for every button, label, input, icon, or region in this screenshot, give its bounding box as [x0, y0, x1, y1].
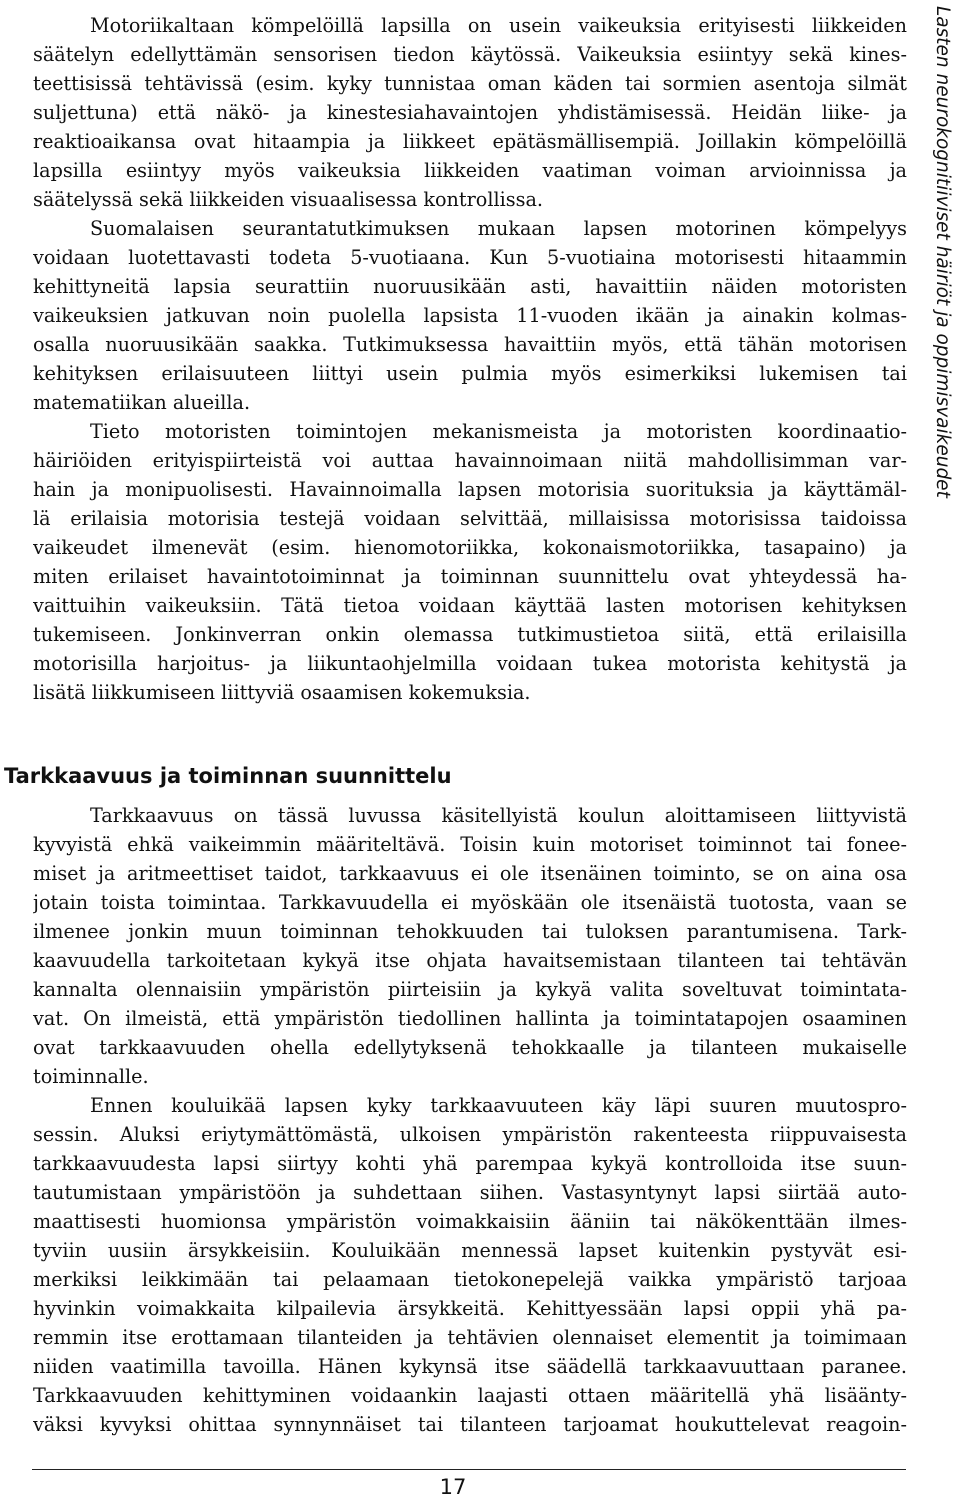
text-line: jotain toista toimintaa. Tarkkavuudella ei myöskään ole itsenäistä tuotosta, vaan se: [33, 891, 907, 914]
text-line: miset ja aritmeettiset taidot, tarkkaavuus ei ole itsenäinen toiminto, se on aina osa: [33, 862, 907, 885]
text-line: tyviin uusiin ärsykkeisiin. Kouluikään mennessä lapset kuitenkin pystyvät esi-: [33, 1239, 907, 1262]
text-line: miten erilaiset havaintotoiminnat ja toiminnan suunnittelu ovat yhteydessä ha-: [33, 565, 907, 588]
text-line: teettisissä tehtävissä (esim. kyky tunnistaa oman käden tai sormien asentoja silmät: [33, 72, 907, 95]
text-line: Motoriikaltaan kömpelöillä lapsilla on usein vaikeuksia erityisesti liikkeiden: [90, 14, 907, 37]
text-line: kehittyneitä lapsia seurattiin nuoruusikään asti, havaittiin näiden motoristen: [33, 275, 907, 298]
text-line: häiriöiden erityispiirteistä voi auttaa havainnoimaan niitä mahdollisimman var-: [33, 449, 907, 472]
text-line: hain ja monipuolisesti. Havainnoimalla lapsen motorisia suorituksia ja käyttämäl-: [33, 478, 907, 501]
text-line: hyvinkin voimakkaita kilpailevia ärsykkeitä. Kehittyessään lapsi oppii yhä pa-: [33, 1297, 907, 1320]
text-line: kyvyistä ehkä vaikeimmin määriteltävä. Toisin kuin motoriset toiminnot tai fonee-: [33, 833, 907, 856]
text-line: kehityksen erilaisuuteen liittyi usein pulmia myös esimerkiksi lukemisen tai: [33, 362, 907, 385]
text-line: kannalta olennaisiin ympäristön piirteisiin ja kykyä valita soveltuvat toimintata-: [33, 978, 907, 1001]
text-line: säätelyn edellyttämän sensorisen tiedon käytössä. Vaikeuksia esiintyy sekä kines-: [33, 43, 907, 66]
text-line: voidaan luotettavasti todeta 5-vuotiaana. Kun 5-vuotiaina motorisesti hitaammin: [33, 246, 907, 269]
text-line: lisätä liikkumiseen liittyviä osaamisen kokemuksia.: [33, 681, 531, 704]
text-line: Suomalaisen seurantatutkimuksen mukaan lapsen motorinen kömpelyys: [90, 217, 907, 240]
text-line: Tarkkaavuus on tässä luvussa käsitellyistä koulun aloittamiseen liittyvistä: [90, 804, 907, 827]
text-line: motorisilla harjoitus- ja liikuntaohjelmilla voidaan tukea motorista kehitystä ja: [33, 652, 907, 675]
text-line: maattisesti huomionsa ympäristön voimakkaisiin ääniin tai näkökenttään ilmes-: [33, 1210, 907, 1233]
text-line: matematiikan alueilla.: [33, 391, 251, 414]
text-line: reaktioaikansa ovat hitaampia ja liikkeet epätäsmällisempiä. Joillakin kömpelöillä: [33, 130, 907, 153]
text-line: tarkkaavuudesta lapsi siirtyy kohti yhä parempaa kykyä kontrolloida itse suun-: [33, 1152, 907, 1175]
text-line: vaikeuksien jatkuvan noin puolella lapsista 11-vuoden ikään ja ainakin kolmas-: [33, 304, 907, 327]
text-line: lä erilaisia motorisia testejä voidaan selvittää, millaisissa motorisissa taidoissa: [33, 507, 907, 530]
text-line: suljettuna) että näkö- ja kinestesiahavaintojen yhdistämisessä. Heidän liike- ja: [33, 101, 907, 124]
page-number: 17: [439, 1475, 467, 1499]
text-line: kaavuudella tarkoitetaan kykyä itse ohjata havaitsemistaan tilanteen tai tehtävän: [33, 949, 907, 972]
footer-divider: [32, 1469, 906, 1470]
text-line: ilmenee jonkin muun toiminnan tehokkuuden tai tuloksen parantumisena. Tark-: [33, 920, 907, 943]
text-line: Tieto motoristen toimintojen mekanismeista ja motoristen koordinaatio-: [90, 420, 907, 443]
text-line: osalla nuoruusikään saakka. Tutkimuksessa havaittiin myös, että tähän motorisen: [33, 333, 907, 356]
text-line: lapsilla esiintyy myös vaikeuksia liikkeiden vaatiman voiman arvioinnissa ja: [33, 159, 907, 182]
body-text-motor-section: [33, 11, 907, 707]
text-line: toiminnalle.: [33, 1065, 149, 1088]
text-line: Ennen kouluikää lapsen kyky tarkkaavuuteen käy läpi suuren muutospro-: [90, 1094, 907, 1117]
body-text-attention-section: [33, 801, 907, 1439]
text-line: vat. On ilmeistä, että ympäristön tiedollinen hallinta ja toimintatapojen osaaminen: [33, 1007, 907, 1030]
text-line: niiden vaatimilla tavoilla. Hänen kykynsä itse säädellä tarkkaavuuttaan paranee.: [33, 1355, 907, 1378]
running-title-vertical: Lasten neurokognitiiviset häiriöt ja oppimisvaikeudet: [932, 6, 953, 498]
text-line: Tarkkaavuuden kehittyminen voidaankin laajasti ottaen määritellä yhä lisäänty-: [33, 1384, 907, 1407]
text-line: tautumistaan ympäristöön ja suhdettaan siihen. Vastasyntynyt lapsi siirtää auto-: [33, 1181, 907, 1204]
text-line: merkiksi leikkimään tai pelaamaan tietokonepelejä vaikka ympäristö tarjoaa: [33, 1268, 907, 1291]
text-line: väksi kyvyksi ohittaa synnynnäiset tai tilanteen tarjoamat houkuttelevat reagoin-: [33, 1413, 907, 1436]
text-line: tukemiseen. Jonkinverran onkin olemassa tutkimustietoa siitä, että erilaisilla: [33, 623, 907, 646]
section-heading: Tarkkaavuus ja toiminnan suunnittelu: [4, 764, 452, 788]
text-line: sessin. Aluksi eriytymättömästä, ulkoisen ympäristön rakenteesta riippuvaisesta: [33, 1123, 907, 1146]
text-line: vaikeudet ilmenevät (esim. hienomotoriikka, kokonaismotoriikka, tasapaino) ja: [33, 536, 907, 559]
text-line: säätelyssä sekä liikkeiden visuaalisessa kontrollissa.: [33, 188, 543, 211]
text-line: vaittuihin vaikeuksiin. Tätä tietoa voidaan käyttää lasten motorisen kehityksen: [33, 594, 907, 617]
text-line: ovat tarkkaavuuden ohella edellytyksenä tehokkaalle ja tilanteen mukaiselle: [33, 1036, 907, 1059]
text-line: remmin itse erottamaan tilanteiden ja tehtävien olennaiset elementit ja toimimaan: [33, 1326, 907, 1349]
